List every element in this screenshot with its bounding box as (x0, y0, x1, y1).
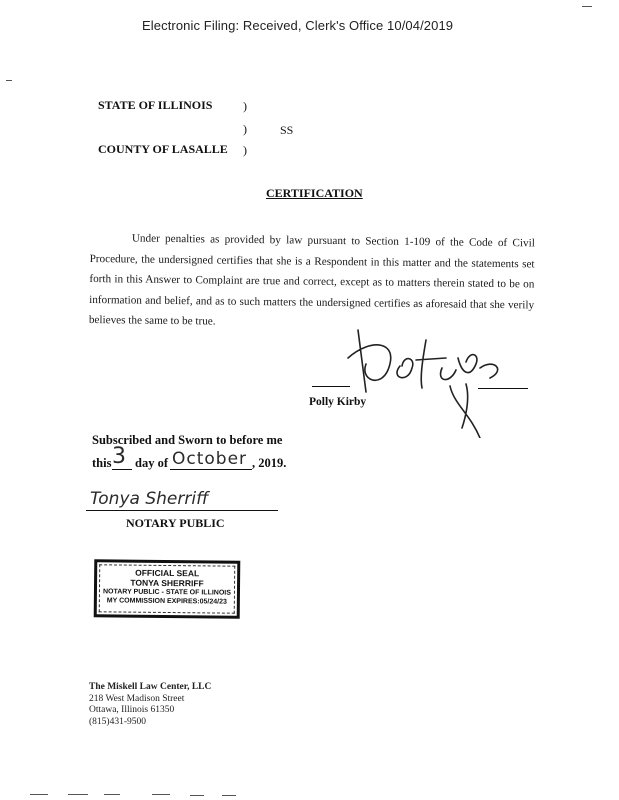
scan-mark (152, 794, 170, 795)
signer-name: Polly Kirby (309, 396, 367, 408)
seal-line-3: NOTARY PUBLIC - STATE OF ILLINOIS (102, 588, 231, 597)
scan-mark (190, 795, 204, 796)
caption-paren-3: ) (243, 143, 247, 157)
signature-line-left (312, 386, 350, 387)
month-value: October (172, 449, 248, 469)
month-blank-line (170, 469, 252, 470)
scan-mark (104, 794, 120, 795)
paragraph-indent (90, 241, 132, 242)
scan-mark (582, 6, 592, 7)
caption-county: COUNTY OF LASALLE (98, 142, 228, 156)
day-value: 3 (112, 444, 126, 469)
scan-mark (6, 80, 12, 81)
scan-mark (222, 795, 236, 796)
official-seal (94, 559, 241, 619)
firm-phone: (815)431-9500 (89, 716, 146, 727)
year-suffix: , 2019. (252, 456, 287, 470)
signature-hidden-text: Polly Kirby (330, 318, 335, 319)
firm-street: 218 West Madison Street (89, 693, 185, 704)
seal-line-1: OFFICIAL SEAL (135, 567, 200, 579)
caption-state: STATE OF ILLINOIS (98, 98, 213, 112)
signature-line-right (478, 388, 528, 389)
signer-signature (330, 318, 510, 438)
scan-mark (68, 794, 88, 795)
certification-body-text: Under penalties as provided by law pursuant to Section 1-109 of the Code of Civil Procedure, the undersigned certifies that she is a Respondent in this matter and the statements set forth in this Answer to Complaint are true and correct, except as to matters therein stated to be on information and belief, and as to such matters the undersigned certifies as aforesaid that she verily believes the same to be true. (88, 232, 535, 328)
firm-city: Ottawa, Illinois 61350 (89, 705, 175, 715)
firm-name: The Miskell Law Center, LLC (89, 682, 212, 692)
day-blank-line (112, 469, 132, 470)
signature-scribble-icon (330, 318, 510, 438)
caption-paren-1: ) (243, 99, 247, 113)
notary-signature-line (86, 510, 278, 511)
filing-stamp: Electronic Filing: Received, Clerk's Office 10/04/2019 (142, 18, 454, 33)
notary-signature: Tonya Sherriff (90, 489, 209, 509)
seal-inner-border (99, 564, 235, 613)
certification-title: CERTIFICATION (266, 186, 363, 200)
seal-line-4: MY COMMISSION EXPIRES:05/24/23 (106, 597, 227, 606)
day-of-label: day of (135, 456, 168, 470)
caption-paren-2: ) (243, 122, 247, 136)
law-firm-address (89, 682, 211, 728)
scan-mark (30, 794, 48, 795)
this-label: this (92, 456, 112, 470)
notary-public-label: NOTARY PUBLIC (126, 516, 225, 530)
subscribed-line: Subscribed and Sworn to before me (92, 433, 283, 447)
seal-line-2: TONYA SHERRIFF (130, 577, 204, 589)
caption-ss: SS (280, 123, 294, 137)
